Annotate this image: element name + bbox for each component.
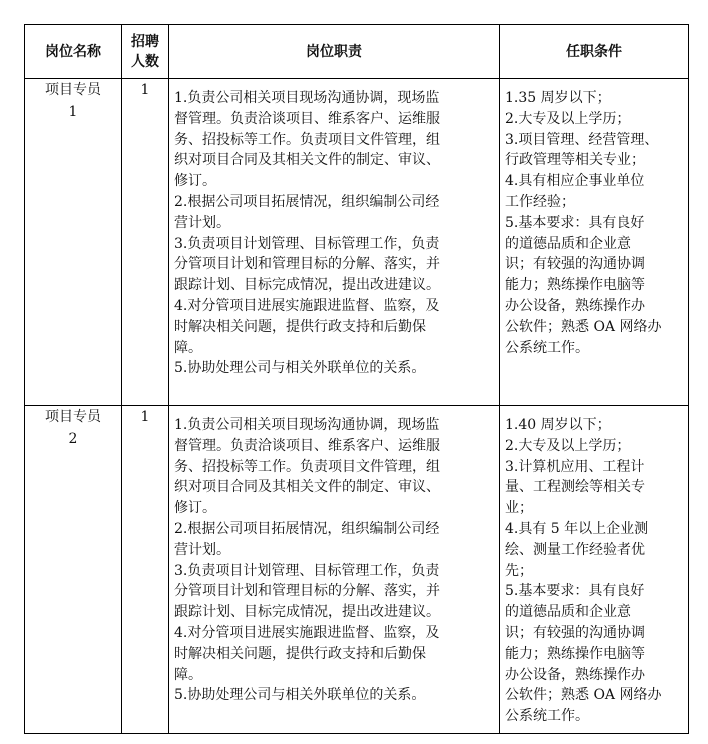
text-line: 4.具有相应企事业单位 [505,173,645,190]
text-line: 督管理。负责洽谈项目、维系客户、运维服 [174,110,440,127]
text-line: 识；有较强的沟通协调 [505,256,645,273]
text-line: 5.基本要求：具有良好 [505,214,645,231]
text-line: 营计划。 [174,541,230,558]
text-line: 织对项目合同及其相关文件的制定、审议、 [174,152,440,169]
text-line: 5.协助处理公司与相关外联单位的关系。 [174,687,426,704]
text-line: 能力；熟练操作电脑等 [505,645,645,662]
text-line: 跟踪计划、目标完成情况，提出改进建议。 [174,604,440,621]
text-line: 4.对分管项目进展实施跟进监督、监察，及 [174,624,440,641]
text-line: 2.大专及以上学历； [505,110,631,127]
text-line: 绘、测量工作经验者优 [505,541,645,558]
header-row [25,25,689,79]
text-line: 公系统工作。 [505,708,589,725]
text-line: 量、工程测绘等相关专 [505,479,645,496]
text-line: 公软件；熟悉 OA 网络办 [505,687,662,704]
duties-text [169,79,499,385]
job-table [24,24,689,734]
text-line: 修订。 [174,500,216,517]
text-line: 识；有较强的沟通协调 [505,624,645,641]
text-line: 3.负责项目计划管理、目标管理工作，负责 [174,562,440,579]
text-line: 工作经验； [505,193,575,210]
text-line: 1.35 周岁以下； [505,90,611,106]
table-row [25,79,689,406]
text-line: 跟踪计划、目标完成情况，提出改进建议。 [174,277,440,294]
text-line: 障。 [174,339,202,356]
text-line: 1.40 周岁以下； [505,417,611,433]
position-name: 项目专员 [45,409,101,425]
header-duties: 岗位职责 [169,25,500,79]
position-name: 项目专员 [45,82,101,98]
text-line: 的道德品质和企业意 [505,235,631,252]
text-line: 办公设备，熟练操作办 [505,297,645,314]
text-line: 办公设备，熟练操作办 [505,666,645,683]
duties-cell [169,406,500,734]
text-line: 4.对分管项目进展实施跟进监督、监察，及 [174,297,440,314]
hire-count-cell [122,79,169,406]
table-row [25,406,689,734]
text-line: 营计划。 [174,214,230,231]
requirements-cell [500,79,689,406]
text-line: 分管项目计划和管理目标的分解、落实，并 [174,583,440,600]
hire-count: 1 [140,82,150,98]
text-line: 5.基本要求：具有良好 [505,583,645,600]
text-line: 务、招投标等工作。负责项目文件管理，组 [174,131,440,148]
duties-text [169,406,499,712]
text-line: 3.负责项目计划管理、目标管理工作，负责 [174,235,440,252]
header-requirements: 任职条件 [500,25,689,79]
text-line: 督管理。负责洽谈项目、维系客户、运维服 [174,437,440,454]
requirements-text [500,79,688,364]
text-line: 障。 [174,666,202,683]
text-line: 能力；熟练操作电脑等 [505,277,645,294]
text-line: 3.计算机应用、工程计 [505,458,645,475]
text-line: 业； [505,500,533,517]
position-number: 1 [68,104,78,120]
header-position-name: 岗位名称 [25,25,122,79]
hire-count: 1 [140,409,150,425]
text-line: 1.负责公司相关项目现场沟通协调，现场监 [174,417,440,433]
text-line: 2.大专及以上学历； [505,437,631,454]
text-line: 1.负责公司相关项目现场沟通协调，现场监 [174,90,440,106]
text-line: 2.根据公司项目拓展情况，组织编制公司经 [174,193,440,210]
position-number: 2 [68,431,78,447]
hire-count-cell [122,406,169,734]
text-line: 分管项目计划和管理目标的分解、落实，并 [174,256,440,273]
requirements-cell [500,406,689,734]
requirements-text [500,406,688,733]
text-line: 5.协助处理公司与相关外联单位的关系。 [174,360,426,377]
position-name-cell [25,406,122,734]
text-line: 修订。 [174,173,216,190]
text-line: 4.具有 5 年以上企业测 [505,520,649,537]
text-line: 织对项目合同及其相关文件的制定、审议、 [174,479,440,496]
text-line: 时解决相关问题，提供行政支持和后勤保 [174,645,426,662]
text-line: 务、招投标等工作。负责项目文件管理，组 [174,458,440,475]
text-line: 先； [505,562,533,579]
text-line: 的道德品质和企业意 [505,604,631,621]
text-line: 3.项目管理、经营管理、 [505,131,659,148]
position-name-cell [25,79,122,406]
text-line: 2.根据公司项目拓展情况，组织编制公司经 [174,520,440,537]
text-line: 时解决相关问题，提供行政支持和后勤保 [174,318,426,335]
text-line: 公软件；熟悉 OA 网络办 [505,318,662,335]
text-line: 公系统工作。 [505,339,589,356]
text-line: 行政管理等相关专业； [505,152,645,169]
header-hire-count: 招聘 人数 [122,25,169,79]
duties-cell [169,79,500,406]
